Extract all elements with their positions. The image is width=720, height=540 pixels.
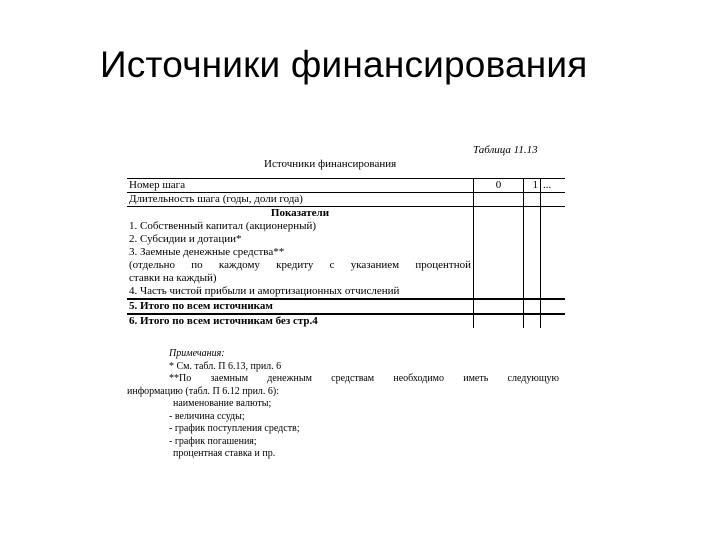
table-row	[127, 259, 565, 272]
notes-block	[127, 348, 559, 461]
list-item: - график поступления средств;	[169, 423, 300, 434]
row-net-profit: 4. Часть чистой прибыли и амортизационных отчислений	[127, 285, 474, 299]
financing-table	[127, 178, 565, 328]
table-row	[127, 314, 565, 328]
indicators-heading-row	[127, 207, 565, 221]
list-item: - график погашения;	[169, 435, 257, 447]
list-item: наименование валюты;	[173, 398, 272, 409]
row-borrowed-note-1: (отдельно по каждому кредиту с указанием процентной	[127, 259, 474, 272]
row-borrowed-funds: 3. Заемные денежные средства**	[127, 246, 474, 259]
list-item: - величина ссуды;	[169, 410, 245, 422]
note-1: * См. табл. П 6.13, прил. 6	[169, 360, 282, 372]
row-own-capital: 1. Собственный капитал (акционерный)	[127, 220, 474, 233]
header-col-0: 0	[474, 179, 524, 193]
row-borrowed-note-2: ставки на каждый)	[127, 272, 474, 285]
slide-title: Источники финансирования	[100, 44, 588, 85]
table-row	[127, 285, 565, 299]
row-total: 5. Итого по всем источникам	[127, 299, 474, 314]
table-row	[127, 272, 565, 285]
table-header-row	[127, 179, 565, 193]
header-col-1: 1	[524, 179, 541, 193]
note-2-line-1: **По заемным денежным средствам необходимо иметь следующую	[169, 373, 559, 384]
duration-label: Длительность шага (годы, доли года)	[127, 193, 474, 207]
table-row	[127, 246, 565, 259]
indicators-heading: Показатели	[127, 207, 474, 221]
duration-row	[127, 193, 565, 207]
notes-heading: Примечания:	[169, 348, 225, 359]
header-label: Номер шага	[127, 179, 474, 193]
header-col-more: ...	[541, 179, 566, 193]
row-subsidies: 2. Субсидии и дотации*	[127, 233, 474, 246]
note-2-line-2: информацию (табл. П 6.12 прил. 6):	[127, 385, 280, 397]
table-number: Таблица 11.13	[473, 144, 538, 156]
list-item: процентная ставка и пр.	[173, 448, 276, 459]
table-row	[127, 299, 565, 314]
table-row	[127, 220, 565, 233]
table-row	[127, 233, 565, 246]
row-total-without-4: 6. Итого по всем источникам без стр.4	[127, 314, 474, 328]
table-caption: Источники финансирования	[264, 158, 397, 170]
